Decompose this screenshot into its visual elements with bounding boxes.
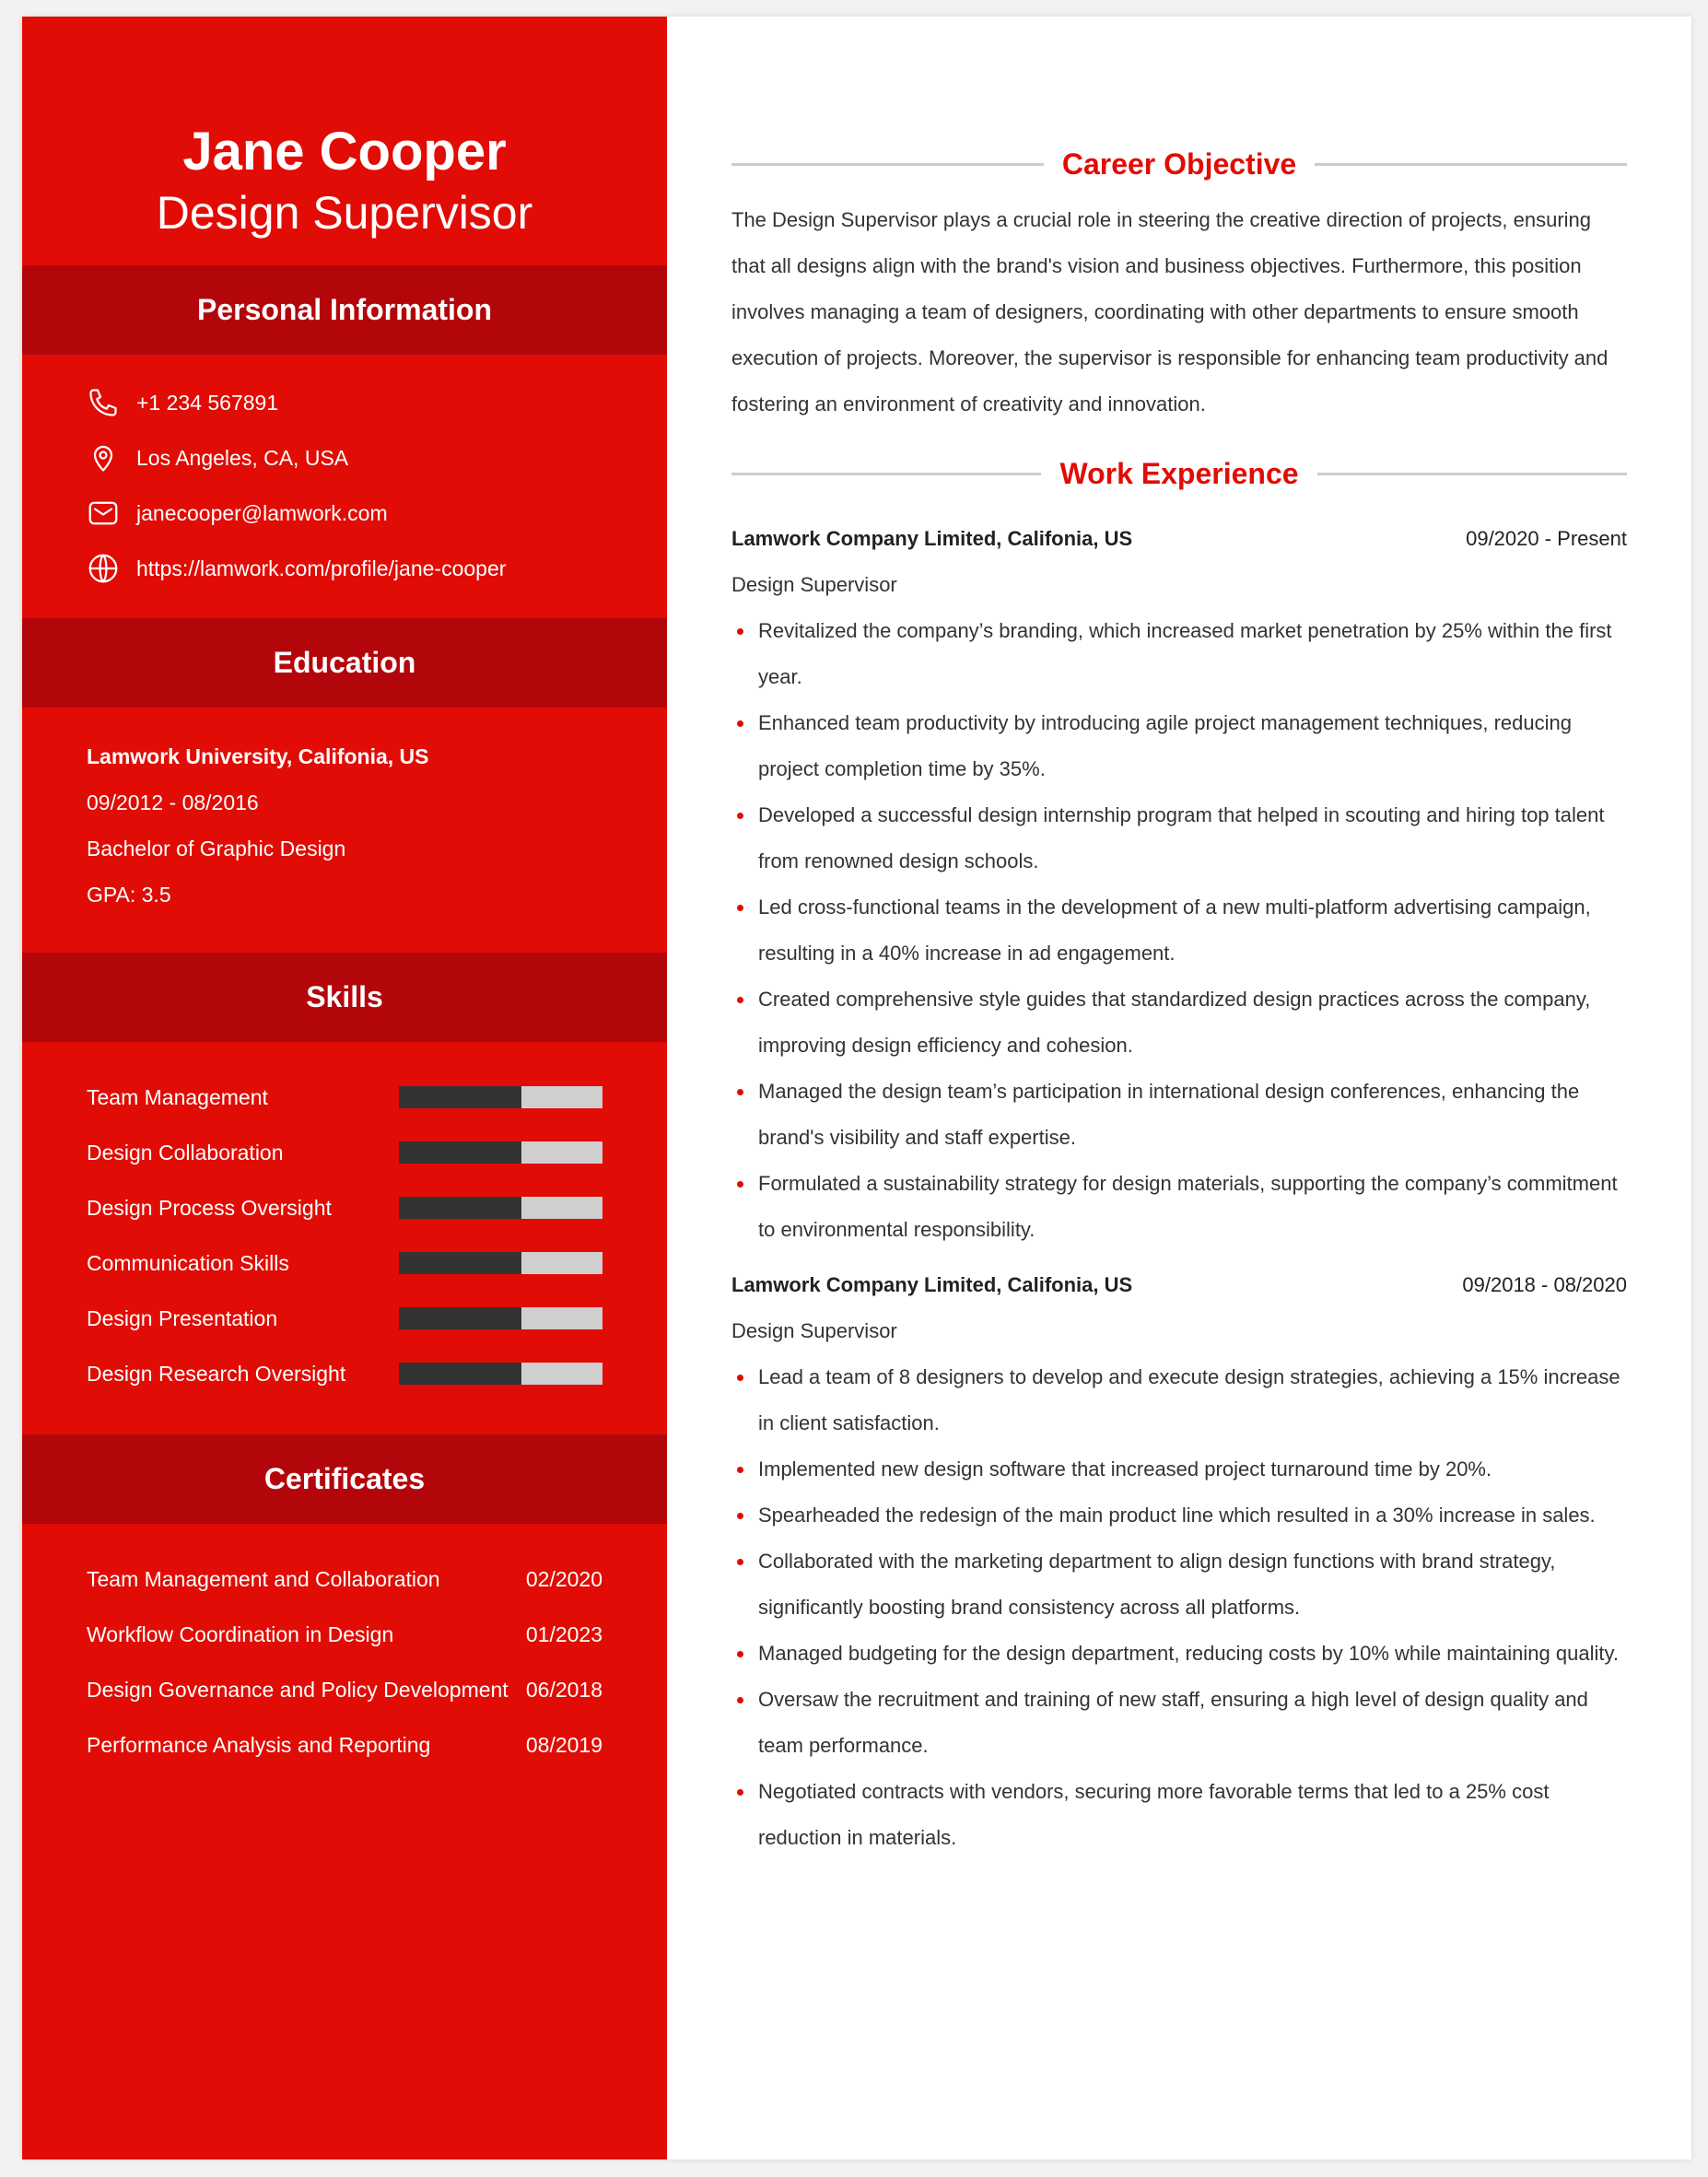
- resume-page: [22, 17, 1691, 2159]
- job-bullets: [731, 1354, 1627, 1861]
- job-entry: [731, 1262, 1627, 1861]
- email-link[interactable]: janecooper@lamwork.com: [136, 500, 388, 525]
- email-row: [87, 486, 602, 541]
- career-objective-heading: [731, 136, 1627, 192]
- skill-name: Design Collaboration: [87, 1140, 284, 1165]
- list-item: Lead a team of 8 designers to develop and execute design strategies, achieving a 15% increase in client satisfaction.: [731, 1354, 1627, 1446]
- skill-level-bar: [399, 1086, 602, 1108]
- skill-name: Design Process Oversight: [87, 1195, 332, 1220]
- website-row: [87, 541, 602, 596]
- list-item: Negotiated contracts with vendors, securing more favorable terms that led to a 25% cost reduction in materials.: [731, 1769, 1627, 1861]
- skill-level-bar: [399, 1363, 602, 1385]
- education-heading: Education: [22, 618, 667, 708]
- education-school: Lamwork University, Califonia, US: [87, 744, 429, 768]
- skill-level-bar: [399, 1307, 602, 1329]
- skill-level-fill: [399, 1086, 521, 1108]
- job-company: Lamwork Company Limited, Califonia, US: [731, 527, 1133, 550]
- education-degree: Bachelor of Graphic Design: [87, 837, 346, 860]
- section-label: Work Experience: [1059, 456, 1299, 490]
- location-text: Los Angeles, CA, USA: [136, 445, 349, 470]
- skill-level-fill: [399, 1197, 521, 1219]
- job-bullets: [731, 608, 1627, 1253]
- skill-level-bar: [399, 1197, 602, 1219]
- heading-rule: [731, 163, 1044, 166]
- job-company: Lamwork Company Limited, Califonia, US: [731, 1273, 1133, 1296]
- list-item: Collaborated with the marketing department to align design functions with brand strategy, significantly boosting brand consistency across all platforms.: [731, 1539, 1627, 1631]
- phone-text: +1 234 567891: [136, 390, 279, 415]
- certificate-row: [87, 1551, 602, 1607]
- job-header: [731, 516, 1627, 562]
- list-item: Led cross-functional teams in the development of a new multi-platform advertising campaign, resulting in a 40% increase in ad engagement.: [731, 884, 1627, 977]
- sidebar: [22, 17, 667, 2159]
- skill-row: [87, 1125, 602, 1180]
- skills-heading: Skills: [22, 953, 667, 1042]
- phone-row: [87, 375, 602, 430]
- list-item: Revitalized the company’s branding, which increased market penetration by 25% within the first year.: [731, 608, 1627, 700]
- skill-level-fill: [399, 1363, 521, 1385]
- email-icon: [87, 497, 120, 530]
- skill-level-bar: [399, 1252, 602, 1274]
- list-item: Managed budgeting for the design department, reducing costs by 10% while maintaining quality.: [731, 1631, 1627, 1677]
- certificate-name: Performance Analysis and Reporting: [87, 1732, 431, 1757]
- skill-row: [87, 1070, 602, 1125]
- phone-icon: [87, 386, 120, 419]
- skill-level-bar: [399, 1141, 602, 1164]
- candidate-name: Jane Cooper: [182, 122, 507, 181]
- list-item: Oversaw the recruitment and training of new staff, ensuring a high level of design quality and team performance.: [731, 1677, 1627, 1769]
- section-label: Career Objective: [1061, 146, 1297, 181]
- job-header: [731, 1262, 1627, 1308]
- certificate-name: Design Governance and Policy Development: [87, 1677, 509, 1702]
- list-item: Implemented new design software that increased project turnaround time by 20%.: [731, 1446, 1627, 1492]
- list-item: Spearheaded the redesign of the main product line which resulted in a 30% increase in sales.: [731, 1492, 1627, 1539]
- certificate-name: Workflow Coordination in Design: [87, 1621, 394, 1646]
- education-block: [22, 708, 667, 953]
- certificate-row: [87, 1607, 602, 1662]
- certificate-date: 06/2018: [525, 1677, 602, 1702]
- certificate-date: 02/2020: [525, 1566, 602, 1591]
- certificates-heading: Certificates: [22, 1434, 667, 1524]
- job-role: Design Supervisor: [731, 1319, 897, 1342]
- certificate-name: Team Management and Collaboration: [87, 1566, 440, 1591]
- job-dates: 09/2020 - Present: [1466, 527, 1627, 550]
- certificate-row: [87, 1662, 602, 1717]
- skill-row: [87, 1180, 602, 1235]
- certificates-list: [22, 1524, 667, 1800]
- certificate-row: [87, 1717, 602, 1773]
- education-gpa: GPA: 3.5: [87, 883, 171, 907]
- career-objective-text: The Design Supervisor plays a crucial role in steering the creative direction of projects, ensuring that all designs align with the brand's vision and business objectives. Furthermore, this position involves managing a team of designers, coordinating with other departments to ensure smooth execution of projects. Moreover, the supervisor is responsible for enhancing team productivity and fostering an environment of creativity and innovation.: [731, 208, 1609, 416]
- skill-level-fill: [399, 1307, 521, 1329]
- heading-rule: [1317, 473, 1627, 475]
- skills-list: [22, 1042, 667, 1434]
- skill-row: [87, 1291, 602, 1346]
- skill-row: [87, 1235, 602, 1291]
- main-content: [667, 17, 1691, 2159]
- certificate-date: 01/2023: [525, 1621, 602, 1646]
- location-row: [87, 430, 602, 486]
- name-block: [22, 17, 667, 265]
- work-experience-heading: [731, 446, 1627, 501]
- skill-level-fill: [399, 1252, 521, 1274]
- website-link[interactable]: https://lamwork.com/profile/jane-cooper: [136, 556, 507, 580]
- skill-name: Communication Skills: [87, 1250, 289, 1275]
- list-item: Formulated a sustainability strategy for design materials, supporting the company’s commitment to environmental responsibility.: [731, 1161, 1627, 1253]
- list-item: Enhanced team productivity by introducing agile project management techniques, reducing project completion time by 35%.: [731, 700, 1627, 792]
- heading-rule: [1315, 163, 1627, 166]
- heading-rule: [731, 473, 1041, 475]
- skill-row: [87, 1346, 602, 1401]
- location-pin-icon: [87, 441, 120, 474]
- education-dates: 09/2012 - 08/2016: [87, 790, 259, 814]
- list-item: Managed the design team’s participation in international design conferences, enhancing the brand's visibility and staff expertise.: [731, 1069, 1627, 1161]
- job-entry: [731, 516, 1627, 1253]
- personal-info-heading: Personal Information: [22, 265, 667, 355]
- job-dates: 09/2018 - 08/2020: [1462, 1273, 1627, 1296]
- candidate-title: Design Supervisor: [156, 187, 533, 239]
- certificate-date: 08/2019: [525, 1732, 602, 1757]
- job-role: Design Supervisor: [731, 573, 897, 596]
- skill-name: Design Presentation: [87, 1305, 278, 1330]
- globe-icon: [87, 552, 120, 585]
- list-item: Developed a successful design internship program that helped in scouting and hiring top talent from renowned design schools.: [731, 792, 1627, 884]
- skill-level-fill: [399, 1141, 521, 1164]
- list-item: Created comprehensive style guides that standardized design practices across the company, improving design efficiency and cohesion.: [731, 977, 1627, 1069]
- personal-info-list: [22, 355, 667, 618]
- skill-name: Design Research Oversight: [87, 1361, 346, 1386]
- skill-name: Team Management: [87, 1084, 268, 1109]
